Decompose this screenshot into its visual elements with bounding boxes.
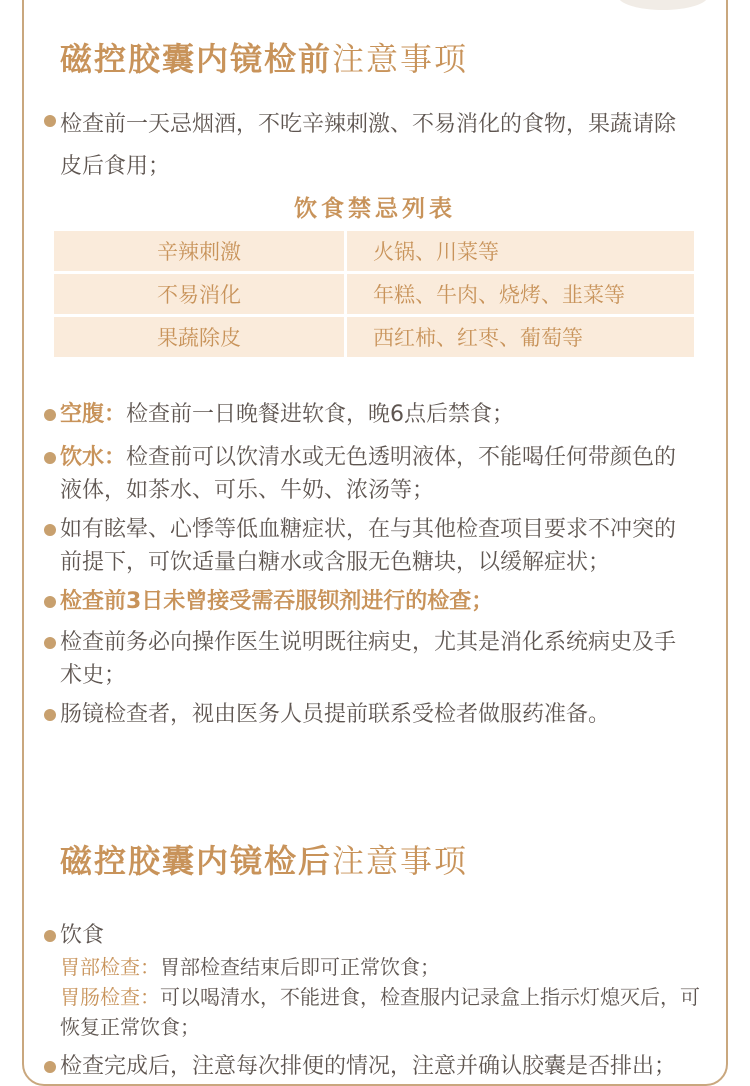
- bullet-icon: [44, 409, 56, 421]
- list-item-drinking: 饮水：检查前可以饮清水或无色透明液体，不能喝任何带颜色的液体，如茶水、可乐、牛奶、浓汤等；: [44, 441, 694, 507]
- title-bold-part: 磁控胶囊内镜检后: [60, 842, 333, 880]
- table-cell-examples: 西红柿、红枣、葡萄等: [347, 317, 694, 357]
- list-item-hypoglycemia: 如有眩晕、心悸等低血糖症状，在与其他检查项目要求不冲突的前提下，可饮适量白糖水或含服无色糖块，以缓解症状；: [44, 513, 694, 579]
- table-row: [54, 231, 694, 271]
- list-item-diet-day-before: 检查前一天忌烟酒，不吃辛辣刺激、不易消化的食物，果蔬请除皮后食用；: [44, 104, 694, 188]
- table-cell-category: 不易消化: [54, 274, 347, 314]
- bullet-icon: [44, 524, 56, 536]
- table-row: [54, 274, 694, 314]
- diet-taboo-table: [54, 228, 694, 360]
- table-cell-examples: 年糕、牛肉、烧烤、韭菜等: [347, 274, 694, 314]
- section-title-before: [60, 34, 468, 80]
- title-light-part: 注意事项: [332, 842, 469, 880]
- table-cell-examples: 火锅、川菜等: [347, 231, 694, 271]
- list-item-history: 检查前务必向操作医生说明既往病史，尤其是消化系统病史及手术史；: [44, 626, 694, 692]
- table-cell-category: 果蔬除皮: [54, 317, 347, 357]
- bullet-icon: [44, 930, 56, 942]
- sub-item-gastrointestinal: 胃肠检查：可以喝清水，不能进食，检查服内记录盒上指示灯熄灭后，可恢复正常饮食；: [60, 985, 700, 1039]
- list-item-diet-after: 饮食: [44, 919, 694, 952]
- table-row: [54, 317, 694, 357]
- list-item-capsule-excretion: 检查完成后，注意每次排便的情况，注意并确认胶囊是否排出；: [44, 1050, 694, 1083]
- title-bold-part: 磁控胶囊内镜检前: [60, 40, 333, 78]
- bullet-icon: [44, 596, 56, 608]
- list-item-colonoscopy: 肠镜检查者，视由医务人员提前联系受检者做服药准备。: [44, 698, 694, 731]
- bullet-icon: [44, 637, 56, 649]
- list-item-fasting: 空腹：检查前一日晚餐进软食，晚6点后禁食；: [44, 398, 694, 431]
- sub-item-stomach: 胃部检查：胃部检查结束后即可正常饮食；: [60, 955, 440, 979]
- bullet-icon: [44, 1061, 56, 1073]
- diet-table-title: 饮食禁忌列表: [294, 196, 456, 222]
- list-item-barium: 检查前3日未曾接受需吞服钡剂进行的检查；: [44, 585, 694, 618]
- bullet-icon: [44, 452, 56, 464]
- bullet-icon: [44, 709, 56, 721]
- title-light-part: 注意事项: [332, 40, 469, 78]
- bullet-icon: [44, 115, 56, 127]
- table-cell-category: 辛辣刺激: [54, 231, 347, 271]
- section-title-after: [60, 836, 468, 882]
